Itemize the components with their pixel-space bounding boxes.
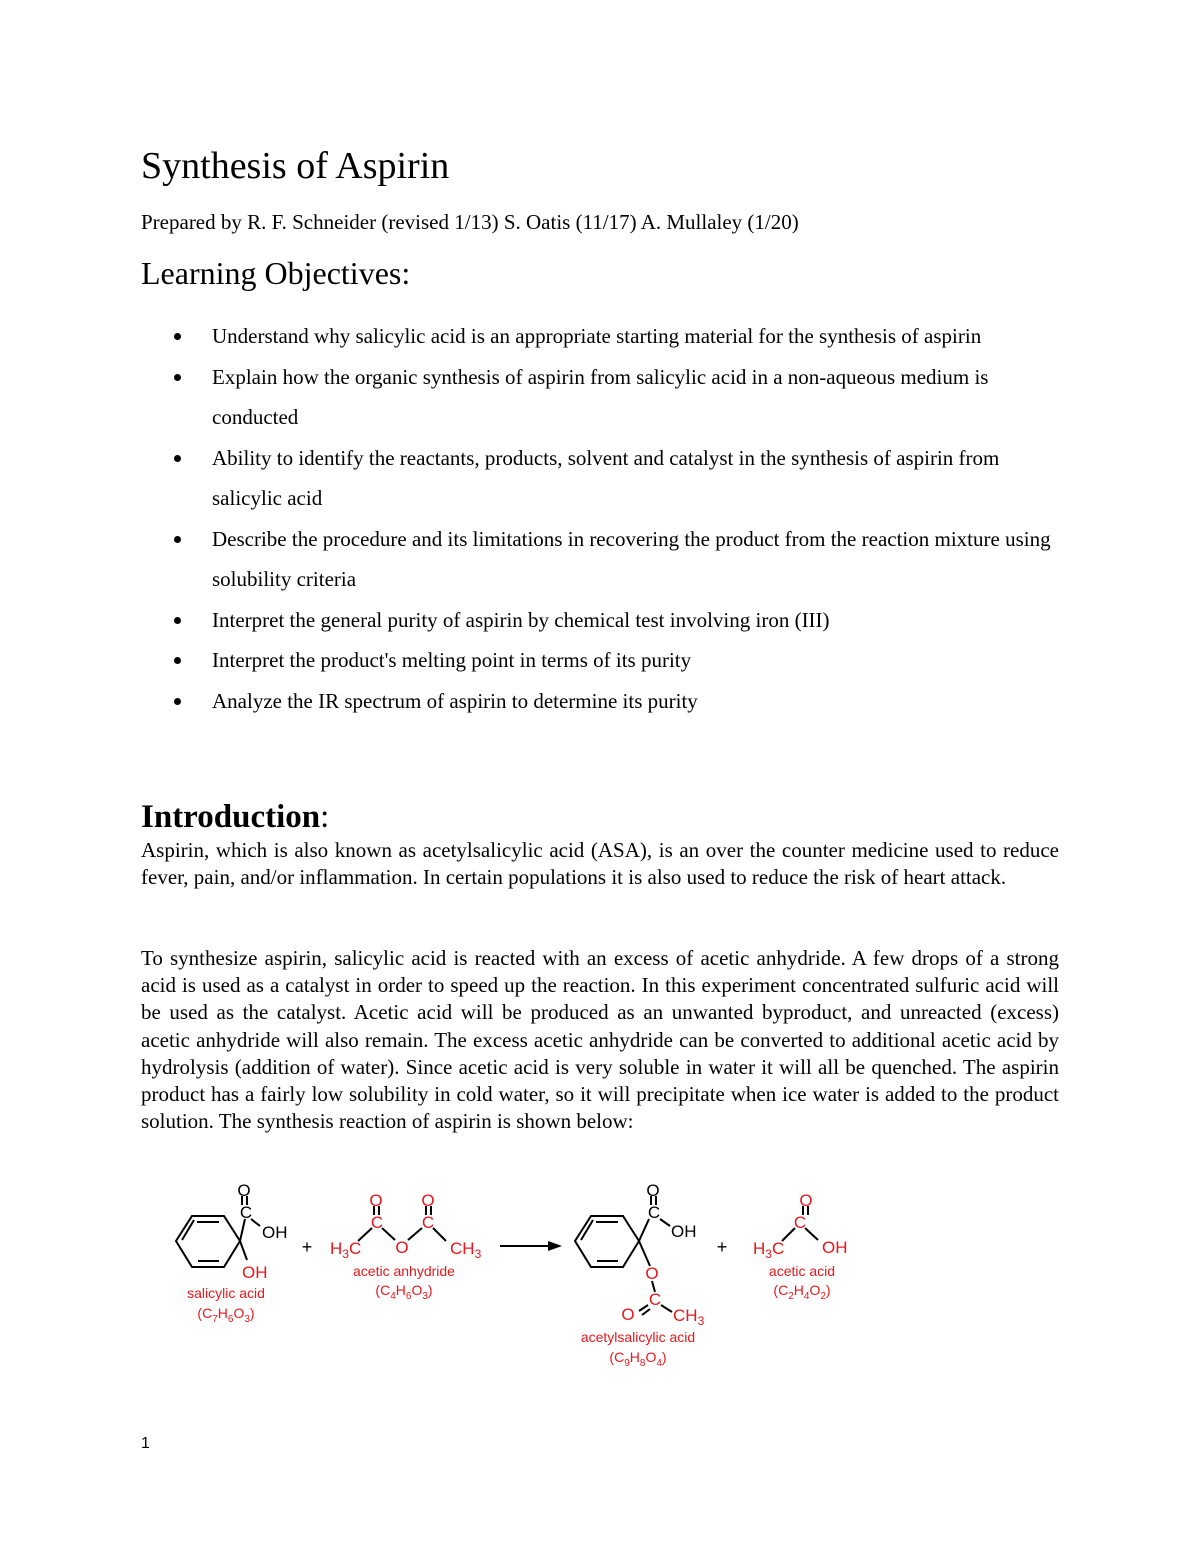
bullet-icon <box>174 698 181 705</box>
bullet-icon <box>174 374 181 381</box>
aspirin-acyl-o: O <box>621 1305 635 1324</box>
bullet-icon <box>174 657 181 664</box>
salicylic-acid-formula: $(C_7H_6O_3)$ <box>197 1305 255 1325</box>
salicylic-oh-bond <box>251 1219 260 1226</box>
anhydride-o-right: O <box>421 1191 435 1210</box>
salicylic-carboxyl-bond <box>240 1219 245 1241</box>
list-item <box>141 519 1071 600</box>
bullet-icon <box>174 617 181 624</box>
salicylic-oh-top: OH <box>262 1223 288 1242</box>
aspirin-acyl-carbonyl-bond <box>639 1305 648 1311</box>
salicylic-carbonyl-o: O <box>237 1181 251 1200</box>
acetic-acid-bond <box>805 1228 818 1240</box>
aspirin-ester-o: O <box>645 1264 659 1283</box>
page-number: 1 <box>141 1435 150 1452</box>
plus-sign: + <box>301 1237 313 1257</box>
aspirin-reaction-scheme <box>150 1178 870 1378</box>
anhydride-bond <box>433 1228 446 1241</box>
acetylsalicylic-acid-formula: $(C_9H_8O_4)$ <box>609 1349 667 1369</box>
salicylic-ring-oh-bond <box>240 1241 247 1260</box>
anhydride-bond <box>408 1228 422 1240</box>
plus-sign: + <box>716 1237 728 1257</box>
learning-objectives-heading: Learning Objectives: <box>141 255 411 291</box>
aspirin-oh-bond <box>660 1219 670 1226</box>
anhydride-bond <box>382 1228 395 1240</box>
acetylsalicylic-acid-label: acetylsalicylic acid <box>580 1329 696 1345</box>
introduction-paragraph-1: Aspirin, which is also known as acetylsalicylic acid (ASA), is an over the counter medicine used to reduce fever, pain, and/or inflammation. In certain populations it is also used to reduce the risk of heart attack. <box>141 838 1059 890</box>
objective-text: Understand why salicylic acid is an appropriate starting material for the synthesis of aspirin <box>212 324 982 348</box>
aspirin-ester-bond <box>639 1241 650 1266</box>
acetic-acid-oh: OH <box>822 1238 848 1257</box>
introduction-heading <box>141 797 329 837</box>
acetic-anhydride-label: acetic anhydride <box>353 1263 455 1279</box>
introduction-heading-text: Introduction <box>141 799 321 835</box>
aspirin-acyl-c: C <box>648 1290 662 1309</box>
list-item <box>141 357 1071 438</box>
objective-text: Ability to identify the reactants, products, solvent and catalyst in the synthesis of aspirin from salicylic acid <box>212 445 1000 510</box>
acetic-acid-methyl: $H_3C$ <box>753 1239 785 1261</box>
aspirin-acyl-carbonyl-bond <box>642 1309 650 1315</box>
objective-text: Describe the procedure and its limitations in recovering the product from the reaction mixture using solubility criteria <box>212 526 1051 591</box>
list-item <box>141 316 1071 357</box>
prepared-by-line: Prepared by R. F. Schneider (revised 1/13) S. Oatis (11/17) A. Mullaley (1/20) <box>141 210 799 234</box>
acetic-acid-carbonyl-o: O <box>799 1191 813 1210</box>
anhydride-c-right: C <box>421 1213 435 1232</box>
bullet-icon <box>174 536 181 543</box>
aspirin-carboxyl-bond <box>639 1219 649 1241</box>
acetic-acid-carbon: C <box>793 1213 807 1232</box>
acetic-acid-label: acetic acid <box>768 1263 836 1279</box>
introduction-heading-colon: : <box>320 799 330 835</box>
aspirin-acyl-methyl-bond <box>661 1305 672 1312</box>
salicylic-acid-ring <box>176 1216 240 1267</box>
anhydride-methyl-left: $H_3C$ <box>330 1239 362 1261</box>
objective-text: Interpret the general purity of aspirin by chemical test involving iron (III) <box>212 607 830 632</box>
objective-text: Interpret the product's melting point in terms of its purity <box>212 648 692 672</box>
bullet-icon <box>174 333 181 340</box>
document-title: Synthesis of Aspirin <box>141 145 450 187</box>
aspirin-oh: OH <box>671 1222 697 1241</box>
salicylic-carbon: C <box>239 1203 253 1222</box>
bullet-icon <box>174 455 181 462</box>
objective-text: Analyze the IR spectrum of aspirin to determine its purity <box>212 688 698 713</box>
list-item <box>141 640 1071 681</box>
acetic-anhydride-formula: $(C_4H_6O_3)$ <box>375 1282 433 1302</box>
acetylsalicylic-acid-ring <box>575 1216 639 1267</box>
acetic-acid-formula: $(C_2H_4O_2)$ <box>773 1282 831 1302</box>
list-item <box>141 600 1071 641</box>
anhydride-c-left: C <box>370 1213 384 1232</box>
salicylic-oh-ring: OH <box>242 1263 268 1282</box>
reaction-arrow-head <box>548 1241 562 1251</box>
aspirin-carbon: C <box>647 1203 661 1222</box>
aspirin-carbonyl-o: O <box>646 1181 660 1200</box>
anhydride-bridge-o: O <box>395 1238 409 1257</box>
aspirin-methyl: $CH_3$ <box>673 1306 705 1328</box>
learning-objectives-list <box>141 316 1071 721</box>
salicylic-acid-label: salicylic acid <box>187 1285 265 1301</box>
objective-text: Explain how the organic synthesis of aspirin from salicylic acid in a non-aqueous medium is conducted <box>212 364 989 429</box>
introduction-paragraph-2: To synthesize aspirin, salicylic acid is reacted with an excess of acetic anhydride. A few drops of a strong acid is used as a catalyst in order to speed up the reaction. In this experiment concentrated sulfuric acid will be used as the catalyst. Acetic acid will be produced as an unwanted byproduct, and unreacted (excess) acetic anhydride will also remain. The excess acetic anhydride can be converted to additional acetic acid by hydrolysis (addition of water). Since acetic acid is very soluble in water it will all be quenched. The aspirin product has a fairly low solubility in cold water, so it will precipitate when ice water is added to the product solution. The synthesis reaction of aspirin is shown below: <box>141 946 1059 1134</box>
anhydride-methyl-right: $CH_3$ <box>450 1239 482 1261</box>
anhydride-o-left: O <box>369 1191 383 1210</box>
list-item <box>141 438 1071 519</box>
list-item <box>141 681 1071 722</box>
